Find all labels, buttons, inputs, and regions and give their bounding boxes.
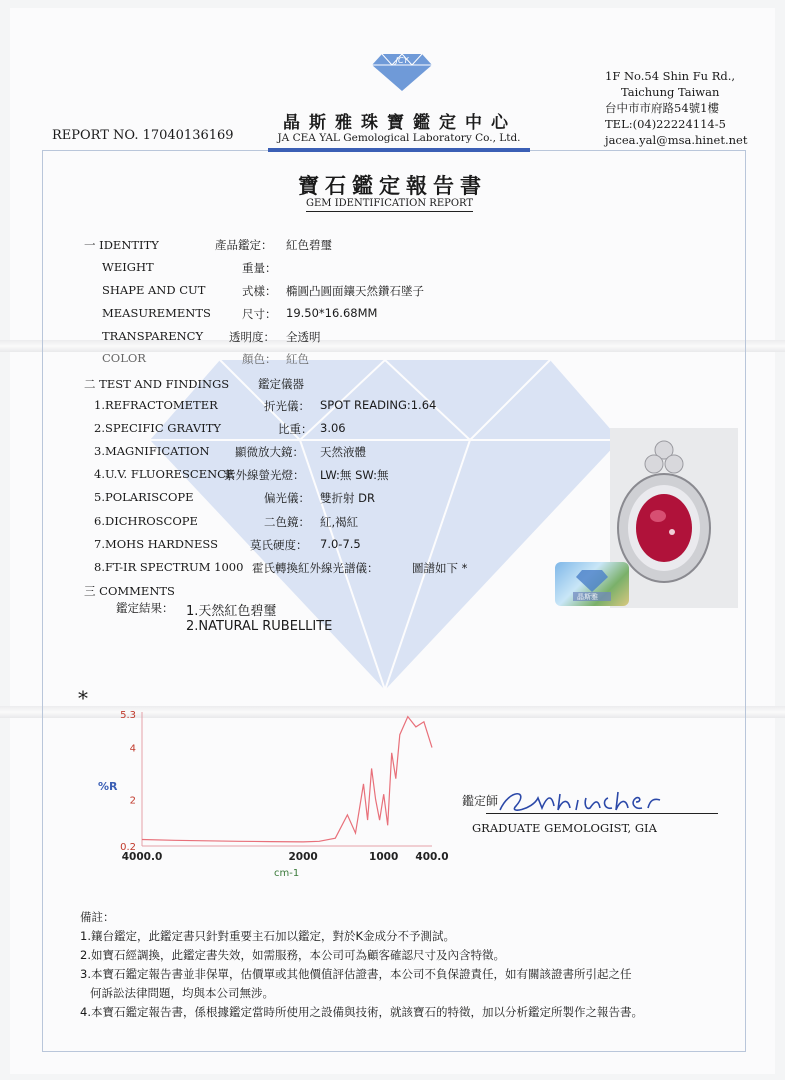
notes-heading: 備註： <box>80 910 115 924</box>
section-tests-cn: 鑑定儀器 <box>258 377 304 391</box>
test-label-en: 7.MOHS HARDNESS <box>94 537 218 551</box>
x-tick-label: 4000.0 <box>121 851 163 863</box>
spectrum-series-line <box>142 717 432 842</box>
gemologist-title: GRADUATE GEMOLOGIST, GIA <box>472 821 657 835</box>
x-tick-label: 400.0 <box>415 851 449 863</box>
company-name-en: JA CEA YAL Gemological Laboratory Co., Ltd. <box>277 132 521 144</box>
test-label-cn: 二色鏡： <box>264 515 310 529</box>
test-label-cn: 比重： <box>278 422 313 436</box>
pendant-image-icon <box>610 428 738 608</box>
result-line: 1.天然紅色碧璽 <box>186 604 277 619</box>
result-line: 2.NATURAL RUBELLITE <box>186 619 333 634</box>
y-tick-label: 4 <box>129 743 136 755</box>
address-line: 1F No.54 Shin Fu Rd., <box>605 69 736 83</box>
test-label-en: 1.REFRACTOMETER <box>94 398 218 412</box>
section-comments: 三 COMMENTS <box>84 584 175 598</box>
test-value: 天然液體 <box>320 445 366 459</box>
identity-label-cn: 透明度： <box>229 330 275 344</box>
logo-text: JCY <box>395 56 409 65</box>
section-identity: 一 IDENTITY <box>84 238 159 252</box>
hologram-text: 晶斯雅 <box>577 593 598 601</box>
test-value: 圖譜如下 * <box>412 561 468 575</box>
identity-value: 紅色 <box>286 352 309 366</box>
identity-label-cn: 顏色： <box>242 352 277 366</box>
report-number: REPORT NO. 17040136169 <box>52 128 234 143</box>
address-line: Taichung Taiwan <box>621 85 720 99</box>
title-underline <box>268 148 530 152</box>
test-label-en: 3.MAGNIFICATION <box>94 444 210 458</box>
identity-label-en: SHAPE AND CUT <box>102 283 206 297</box>
test-label-cn: 莫氏硬度： <box>250 538 308 552</box>
diamond-logo-icon <box>370 52 434 92</box>
test-label-cn: 偏光儀： <box>264 491 310 505</box>
phone-number: TEL:(04)22224114-5 <box>605 117 726 131</box>
signature-label: 鑑定師 <box>462 794 499 808</box>
spectrum-asterisk: * <box>78 686 88 710</box>
identity-label-en: MEASUREMENTS <box>102 306 211 320</box>
test-label-en: 4.U.V. FLUORESCENCE <box>94 467 235 481</box>
identity-label-en: WEIGHT <box>102 260 154 274</box>
identity-value: 19.50*16.68MM <box>286 306 378 320</box>
signature-line <box>486 813 718 814</box>
x-axis-unit: cm-1 <box>274 868 300 879</box>
note-item: 1.鑲台鑑定，此鑑定書只針對重要主石加以鑑定，對於K金成分不予測試。 <box>80 929 456 943</box>
test-value: 3.06 <box>320 421 346 435</box>
result-label: 鑑定結果： <box>116 601 174 615</box>
test-label-cn: 霍氏轉換紅外線光譜儀： <box>252 561 379 575</box>
test-label-cn: 折光儀： <box>264 399 310 413</box>
test-label-cn: 紫外線螢光燈： <box>224 468 305 482</box>
company-logo <box>370 52 434 92</box>
x-tick-label: 2000 <box>288 851 318 863</box>
identity-value: 橢圓凸圓面鑲天然鑽石墜子 <box>286 284 424 298</box>
report-title-en: GEM IDENTIFICATION REPORT <box>306 198 473 212</box>
identity-label-cn: 重量： <box>242 261 277 275</box>
identity-label-cn: 尺寸： <box>242 307 277 321</box>
x-tick-label: 1000 <box>369 851 399 863</box>
identity-value: 紅色碧璽 <box>286 238 332 252</box>
test-label-en: 6.DICHROSCOPE <box>94 514 198 528</box>
note-item: 何訴訟法律問題，均與本公司無涉。 <box>90 986 274 1000</box>
note-item: 2.如寶石經調換，此鑑定書失效，如需服務，本公司可為顧客確認尺寸及內含特徵。 <box>80 948 505 962</box>
section-tests: 二 TEST AND FINDINGS <box>84 377 230 391</box>
identity-label-en: COLOR <box>102 351 146 365</box>
note-item: 3.本寶石鑑定報告書並非保單，估價單或其他價值評估證書，本公司不負保證責任，如有關該證書所引起之任 <box>80 967 632 981</box>
gem-photo <box>610 428 738 608</box>
email-address: jacea.yal@msa.hinet.net <box>605 133 748 147</box>
y-tick-label: 5.3 <box>120 710 136 721</box>
report-title-cn: 寶石鑑定報告書 <box>298 173 487 198</box>
notes-block <box>80 908 643 1022</box>
y-axis-label: %R <box>98 780 118 793</box>
test-label-en: 8.FT-IR SPECTRUM 1000 <box>94 560 244 574</box>
address-line: 台中市市府路54號1樓 <box>605 101 719 115</box>
company-address <box>605 68 747 148</box>
handwritten-signature-icon <box>490 784 690 816</box>
y-tick-label: 2 <box>129 795 136 807</box>
test-label-en: 5.POLARISCOPE <box>94 490 194 504</box>
note-item: 4.本寶石鑑定報告書，係根據鑑定當時所使用之設備與技術，就該寶石的特徵，加以分析鑑定所製作之報告書。 <box>80 1005 643 1019</box>
test-value: SPOT READING:1.64 <box>320 398 437 412</box>
hologram-sticker <box>555 562 629 606</box>
identity-label-cn: 式樣： <box>242 284 277 298</box>
ftir-spectrum-chart <box>100 708 460 868</box>
company-name-cn: 晶斯雅珠寶鑑定中心 <box>283 113 517 133</box>
y-tick-label: 0.2 <box>120 842 136 853</box>
identity-value: 全透明 <box>286 330 321 344</box>
test-value: 7.0-7.5 <box>320 537 361 551</box>
identity-label-en: TRANSPARENCY <box>102 329 204 343</box>
test-value: 雙折射 DR <box>320 491 376 505</box>
test-value: LW:無 SW:無 <box>320 468 389 482</box>
test-value: 紅,褐紅 <box>320 515 359 529</box>
test-label-cn: 顯微放大鏡： <box>235 445 304 459</box>
test-label-en: 2.SPECIFIC GRAVITY <box>94 421 221 435</box>
identity-label-cn: 產品鑑定： <box>215 238 273 252</box>
